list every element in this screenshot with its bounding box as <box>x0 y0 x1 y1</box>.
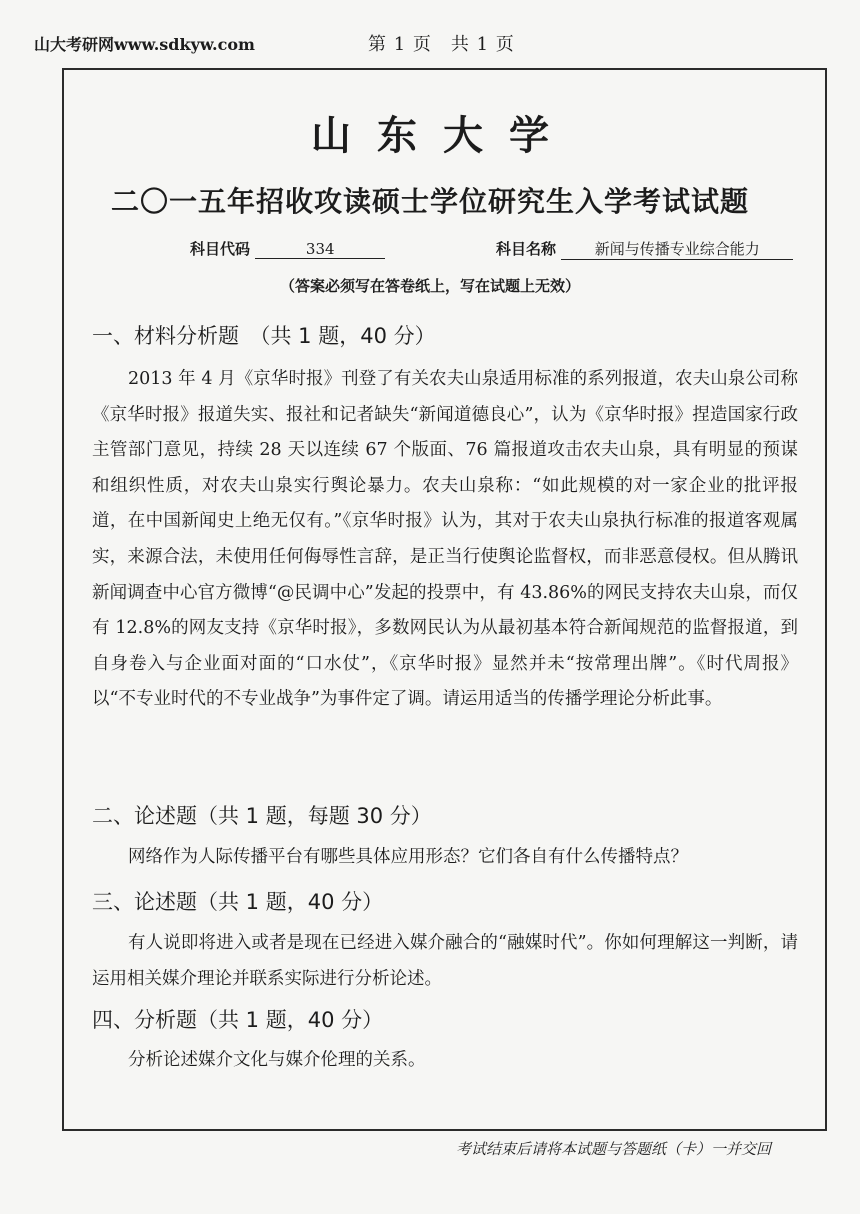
page-number: 第 1 页 共 1 页 <box>368 34 515 55</box>
university-name: 山东大学 <box>311 112 575 159</box>
section-3-body <box>92 926 798 997</box>
subject-name <box>496 238 793 260</box>
subject-code-label: 科目代码 <box>190 240 251 258</box>
section-2-body <box>92 840 798 876</box>
section-4-text: 分析论述媒介文化与媒介伦理的关系。 <box>128 1050 426 1070</box>
section-2-heading: 二、论述题（共 1 题，每题 30 分） <box>92 804 432 828</box>
subject-code <box>190 238 385 259</box>
return-notice: 考试结束后请将本试题与答题纸（卡）一并交回 <box>456 1140 772 1158</box>
section-4-body <box>92 1043 798 1079</box>
subject-code-value: 334 <box>255 240 385 259</box>
section-1-heading: 一、材料分析题 （共 1 题，40 分） <box>92 324 436 348</box>
section-1-body <box>92 362 798 718</box>
exam-title: 二〇一五年招收攻读硕士学位研究生入学考试试题 <box>110 185 749 218</box>
section-2-text: 网络作为人际传播平台有哪些具体应用形态？它们各自有什么传播特点？ <box>128 847 688 867</box>
site-watermark: 山大考研网www.sdkyw.com <box>34 35 255 54</box>
section-3-heading: 三、论述题（共 1 题，40 分） <box>92 890 384 914</box>
section-4-heading: 四、分析题（共 1 题，40 分） <box>92 1008 384 1032</box>
answer-instruction: （答案必须写在答卷纸上，写在试题上无效） <box>279 277 580 295</box>
section-1-text: 2013 年 4 月《京华时报》刊登了有关农夫山泉适用标准的系列报道，农夫山泉公司称《京华时报》报道失实、报社和记者缺失“新闻道德良心”，认为《京华时报》捏造国家行政主管部门意见，持续 28 天以连续 67 个版面、76 篇报道攻击农夫山泉，具有明显的预谋和组织性质，对农夫山泉实行舆论暴力。农夫山泉称：“如此规模的对一家企业的批评报道，在中国新闻史上绝无仅有。”《京华时报》认为，其对于农夫山泉执行标准的报道客观属实，来源合法，未使用任何侮辱性言辞，是正当行使舆论监督权，而非恶意侵权。但从腾讯新闻调查中心官方微博“@民调中心”发起的投票中，有 43.86%的网民支持农夫山泉，而仅有 12.8%的网友支持《京华时报》，多数网民认为从最初基本符合新闻规范的监督报道，到自身卷入与企业面对面的“口水仗”，《京华时报》显然并未“按常理出牌”。《时代周报》以“不专业时代的不专业战争”为事件定了调。请运用适当的传播学理论分析此事。 <box>92 369 798 710</box>
section-3-text: 有人说即将进入或者是现在已经进入媒介融合的“融媒时代”。你如何理解这一判断，请运用相关媒介理论并联系实际进行分析论述。 <box>92 933 798 989</box>
subject-name-value: 新闻与传播专业综合能力 <box>561 238 793 260</box>
subject-name-label: 科目名称 <box>496 240 557 258</box>
